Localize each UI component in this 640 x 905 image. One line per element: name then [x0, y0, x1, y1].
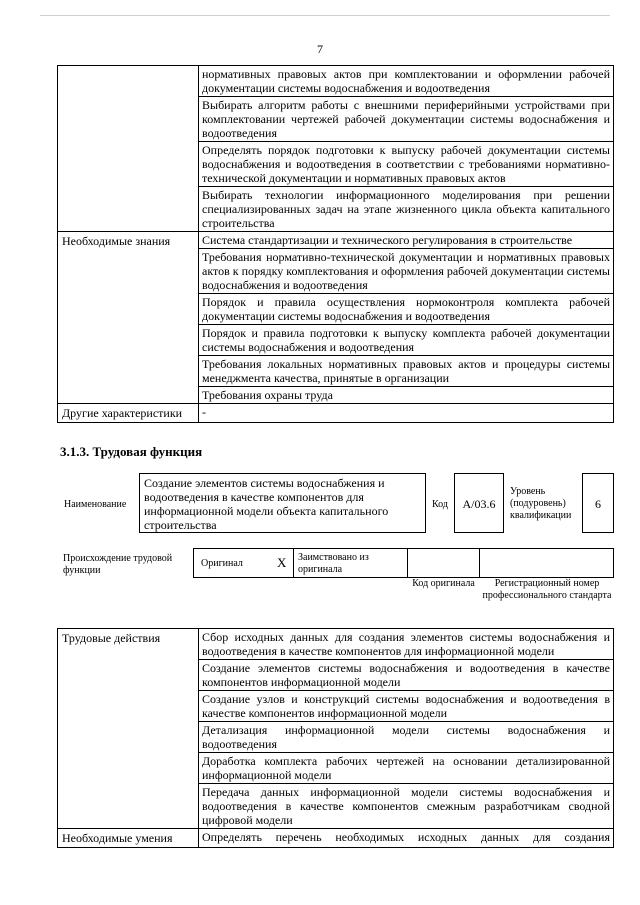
row-text: Создание элементов системы водоснабжения и водоотведения в качестве компонентов информационной модели [199, 660, 614, 691]
row-label-skills: Необходимые умения [58, 829, 199, 848]
row-text: Требования локальных нормативных правовых актов и процедуры системы менеджмента качества, принятые в организации [199, 356, 614, 387]
page-number: 7 [317, 42, 323, 56]
row-text: Выбирать технологии информационного моделирования при решении специализированных задач на этапе жизненного цикла объекта капитального строительства [199, 187, 614, 232]
level-value: 6 [595, 497, 601, 511]
reg-caption: Регистрационный номер профессионального стандарта [482, 578, 612, 601]
table-row [58, 404, 614, 423]
name-label: Наименование [64, 499, 127, 510]
row-text: Определять порядок подготовки к выпуску рабочей документации системы водоснабжения и водоотведения в соответствии с требованиями нормативно-технической документации и нормативных правовых актов [199, 142, 614, 187]
original-label: Оригинал [201, 558, 243, 569]
row-text: нормативных правовых актов при комплектовании и оформлении рабочей документации системы водоснабжения и водоотведения [199, 66, 614, 97]
row-text: Требования нормативно-технической документации и нормативных правовых актов к порядку комплектования и оформления рабочей документации системы водоснабжения и водоотведения [199, 249, 614, 294]
table-row [58, 629, 614, 660]
function-name: Создание элементов системы водоснабжения и водоотведения в качестве компонентов для информационной модели объекта капитального строительства [144, 476, 389, 532]
table-row [58, 232, 614, 249]
labor-actions-table [57, 628, 614, 848]
row-text: Система стандартизации и технического регулирования в строительстве [199, 232, 614, 249]
code-box [454, 473, 504, 533]
code-caption: Код оригинала [412, 578, 475, 589]
row-text: Передача данных информационной модели системы водоснабжения и водоотведения в качестве компонентов смежным разработчикам сводной цифровой модели [199, 784, 614, 829]
row-text: Порядок и правила подготовки к выпуску комплекта рабочей документации системы водоснабжения и водоотведения [199, 325, 614, 356]
row-label-actions: Трудовые действия [58, 629, 199, 829]
row-label-other: Другие характеристики [58, 404, 199, 423]
row-label [58, 66, 199, 232]
borrowed-label: Заимствовано из оригинала [298, 552, 369, 575]
code-label: Код [432, 499, 448, 510]
function-name-box [139, 473, 426, 533]
row-text: Доработка комплекта рабочих чертежей на основании детализированной информационной модели [199, 753, 614, 784]
row-text: Определять перечень необходимых исходных данных для создания [199, 829, 614, 848]
reg-number-box [479, 548, 614, 578]
original-box [193, 548, 294, 578]
skills-knowledge-table [57, 65, 614, 423]
row-text: Сбор исходных данных для создания элементов системы водоснабжения и водоотведения в качестве компонентов для информационной модели [199, 629, 614, 660]
row-label-knowledge: Необходимые знания [58, 232, 199, 404]
row-text: Создание узлов и конструкций системы водоснабжения и водоотведения в качестве компонентов информационной модели [199, 691, 614, 722]
borrowed-box [293, 548, 408, 578]
row-text: - [199, 404, 614, 423]
row-text: Требования охраны труда [199, 387, 614, 404]
top-rule [40, 15, 610, 16]
table-row [58, 66, 614, 97]
code-value: A/03.6 [462, 497, 496, 511]
row-text: Порядок и правила осуществления нормоконтроля комплекта рабочей документации системы водоснабжения и водоотведения [199, 294, 614, 325]
row-text: Детализация информационной модели системы водоснабжения и водоотведения [199, 722, 614, 753]
original-mark: X [277, 555, 287, 570]
level-label: Уровень (подуровень) квалификации [510, 486, 572, 521]
section-title: 3.1.3. Трудовая функция [60, 444, 203, 459]
origin-label: Происхождение трудовой функции [63, 553, 173, 576]
level-box [582, 473, 614, 533]
row-text: Выбирать алгоритм работы с внешними периферийными устройствами при комплектовании чертежей рабочей документации системы водоснабжения и водоотведения [199, 97, 614, 142]
table-row [58, 829, 614, 848]
original-code-box [407, 548, 480, 578]
